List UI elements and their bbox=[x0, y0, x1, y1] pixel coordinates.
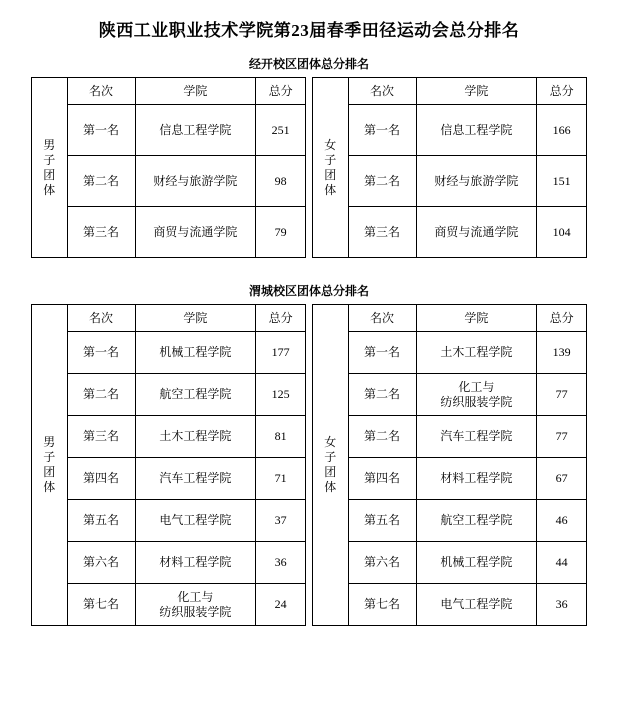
cell-score: 71 bbox=[256, 458, 306, 500]
section-2-title: 渭城校区团体总分排名 bbox=[248, 284, 369, 298]
cell-college: 汽车工程学院 bbox=[416, 416, 537, 458]
table-row bbox=[32, 458, 306, 500]
cell-college: 材料工程学院 bbox=[416, 458, 537, 500]
group-label-char: 体 bbox=[43, 480, 56, 494]
cell-score: 46 bbox=[537, 500, 587, 542]
group-label-char: 子 bbox=[324, 450, 337, 464]
cell-score: 77 bbox=[537, 416, 587, 458]
table-row bbox=[313, 458, 587, 500]
column-header-score: 总分 bbox=[537, 78, 587, 105]
cell-score: 44 bbox=[537, 542, 587, 584]
table-row bbox=[32, 584, 306, 626]
cell-college: 化工与 纺织服装学院 bbox=[135, 584, 256, 626]
group-label-char: 团 bbox=[43, 167, 56, 182]
column-header-score: 总分 bbox=[256, 305, 306, 332]
table-men-weicheng bbox=[31, 304, 306, 626]
cell-college: 电气工程学院 bbox=[416, 584, 537, 626]
document-page bbox=[0, 16, 618, 704]
group-label-char: 团 bbox=[324, 465, 337, 479]
table-row bbox=[313, 542, 587, 584]
table-row bbox=[313, 416, 587, 458]
cell-rank: 第一名 bbox=[67, 105, 135, 156]
cell-score: 37 bbox=[256, 500, 306, 542]
cell-college: 财经与旅游学院 bbox=[416, 156, 537, 207]
table-row bbox=[32, 374, 306, 416]
table-men-jingkai bbox=[31, 77, 306, 258]
table-row bbox=[313, 500, 587, 542]
table-women-jingkai bbox=[312, 77, 587, 258]
section-1-tables bbox=[31, 77, 587, 258]
table-row bbox=[313, 207, 587, 258]
cell-college: 信息工程学院 bbox=[416, 105, 537, 156]
cell-rank: 第五名 bbox=[348, 500, 416, 542]
section-2-women-cell bbox=[312, 304, 587, 626]
group-label-char: 子 bbox=[43, 450, 56, 464]
cell-score: 177 bbox=[256, 332, 306, 374]
table-header-row bbox=[32, 305, 306, 332]
column-header-college: 学院 bbox=[135, 305, 256, 332]
cell-score: 24 bbox=[256, 584, 306, 626]
cell-college: 商贸与流通学院 bbox=[416, 207, 537, 258]
table-row bbox=[313, 105, 587, 156]
group-label-men bbox=[32, 305, 68, 626]
column-header-rank: 名次 bbox=[67, 305, 135, 332]
cell-score: 125 bbox=[256, 374, 306, 416]
cell-rank: 第二名 bbox=[348, 374, 416, 416]
cell-college: 信息工程学院 bbox=[135, 105, 256, 156]
cell-rank: 第四名 bbox=[67, 458, 135, 500]
table-row bbox=[32, 542, 306, 584]
cell-college: 机械工程学院 bbox=[416, 542, 537, 584]
section-1-women-cell bbox=[312, 77, 587, 258]
table-row bbox=[32, 500, 306, 542]
section-2-layout bbox=[31, 304, 587, 626]
cell-score: 98 bbox=[256, 156, 306, 207]
cell-college: 化工与 纺织服装学院 bbox=[416, 374, 537, 416]
cell-score: 151 bbox=[537, 156, 587, 207]
group-label-char: 女 bbox=[324, 137, 337, 152]
table-row bbox=[32, 416, 306, 458]
cell-rank: 第七名 bbox=[67, 584, 135, 626]
column-header-college: 学院 bbox=[416, 78, 537, 105]
cell-rank: 第五名 bbox=[67, 500, 135, 542]
cell-rank: 第二名 bbox=[67, 156, 135, 207]
cell-rank: 第一名 bbox=[348, 105, 416, 156]
table-header-row bbox=[313, 78, 587, 105]
cell-rank: 第一名 bbox=[67, 332, 135, 374]
group-label-char: 男 bbox=[43, 137, 56, 152]
group-label-women bbox=[313, 305, 349, 626]
section-divider-space bbox=[0, 258, 618, 276]
cell-score: 36 bbox=[537, 584, 587, 626]
section-1-men-cell bbox=[31, 77, 306, 258]
column-header-rank: 名次 bbox=[348, 78, 416, 105]
table-row bbox=[32, 156, 306, 207]
cell-rank: 第一名 bbox=[348, 332, 416, 374]
group-label-char: 男 bbox=[43, 435, 56, 449]
table-row bbox=[32, 105, 306, 156]
section-2-men-cell bbox=[31, 304, 306, 626]
section-1-title: 经开校区团体总分排名 bbox=[248, 57, 369, 71]
cell-score: 166 bbox=[537, 105, 587, 156]
group-label-men bbox=[32, 78, 68, 258]
group-label-char: 体 bbox=[324, 182, 337, 197]
cell-college: 土木工程学院 bbox=[416, 332, 537, 374]
table-row bbox=[32, 207, 306, 258]
table-row bbox=[313, 332, 587, 374]
cell-rank: 第二名 bbox=[348, 416, 416, 458]
cell-college: 汽车工程学院 bbox=[135, 458, 256, 500]
table-row bbox=[32, 332, 306, 374]
table-header-row bbox=[32, 78, 306, 105]
cell-college: 机械工程学院 bbox=[135, 332, 256, 374]
group-label-char: 女 bbox=[324, 435, 337, 449]
cell-rank: 第四名 bbox=[348, 458, 416, 500]
cell-score: 139 bbox=[537, 332, 587, 374]
group-label-char: 子 bbox=[324, 152, 337, 167]
column-header-score: 总分 bbox=[537, 305, 587, 332]
cell-rank: 第三名 bbox=[348, 207, 416, 258]
cell-rank: 第七名 bbox=[348, 584, 416, 626]
cell-college: 电气工程学院 bbox=[135, 500, 256, 542]
column-header-college: 学院 bbox=[135, 78, 256, 105]
cell-college: 材料工程学院 bbox=[135, 542, 256, 584]
cell-score: 67 bbox=[537, 458, 587, 500]
cell-score: 79 bbox=[256, 207, 306, 258]
group-label-char: 体 bbox=[324, 480, 337, 494]
column-header-score: 总分 bbox=[256, 78, 306, 105]
table-row bbox=[313, 584, 587, 626]
group-label-char: 团 bbox=[324, 167, 337, 182]
column-header-rank: 名次 bbox=[348, 305, 416, 332]
section-2-tables bbox=[31, 304, 587, 626]
cell-rank: 第六名 bbox=[348, 542, 416, 584]
group-label-char: 团 bbox=[43, 465, 56, 479]
cell-rank: 第二名 bbox=[67, 374, 135, 416]
group-label-char: 体 bbox=[43, 182, 56, 197]
cell-score: 77 bbox=[537, 374, 587, 416]
cell-score: 81 bbox=[256, 416, 306, 458]
table-header-row bbox=[313, 305, 587, 332]
group-label-char: 子 bbox=[43, 152, 56, 167]
cell-rank: 第六名 bbox=[67, 542, 135, 584]
cell-score: 251 bbox=[256, 105, 306, 156]
section-1-layout bbox=[31, 77, 587, 258]
cell-rank: 第二名 bbox=[348, 156, 416, 207]
cell-score: 104 bbox=[537, 207, 587, 258]
cell-college: 航空工程学院 bbox=[135, 374, 256, 416]
cell-college: 土木工程学院 bbox=[135, 416, 256, 458]
page-title: 陕西工业职业技术学院第23届春季田径运动会总分排名 bbox=[98, 21, 520, 40]
group-label-women bbox=[313, 78, 349, 258]
cell-college: 财经与旅游学院 bbox=[135, 156, 256, 207]
cell-college: 商贸与流通学院 bbox=[135, 207, 256, 258]
column-header-rank: 名次 bbox=[67, 78, 135, 105]
cell-rank: 第三名 bbox=[67, 207, 135, 258]
table-women-weicheng bbox=[312, 304, 587, 626]
column-header-college: 学院 bbox=[416, 305, 537, 332]
cell-rank: 第三名 bbox=[67, 416, 135, 458]
cell-college: 航空工程学院 bbox=[416, 500, 537, 542]
table-row bbox=[313, 374, 587, 416]
cell-score: 36 bbox=[256, 542, 306, 584]
table-row bbox=[313, 156, 587, 207]
